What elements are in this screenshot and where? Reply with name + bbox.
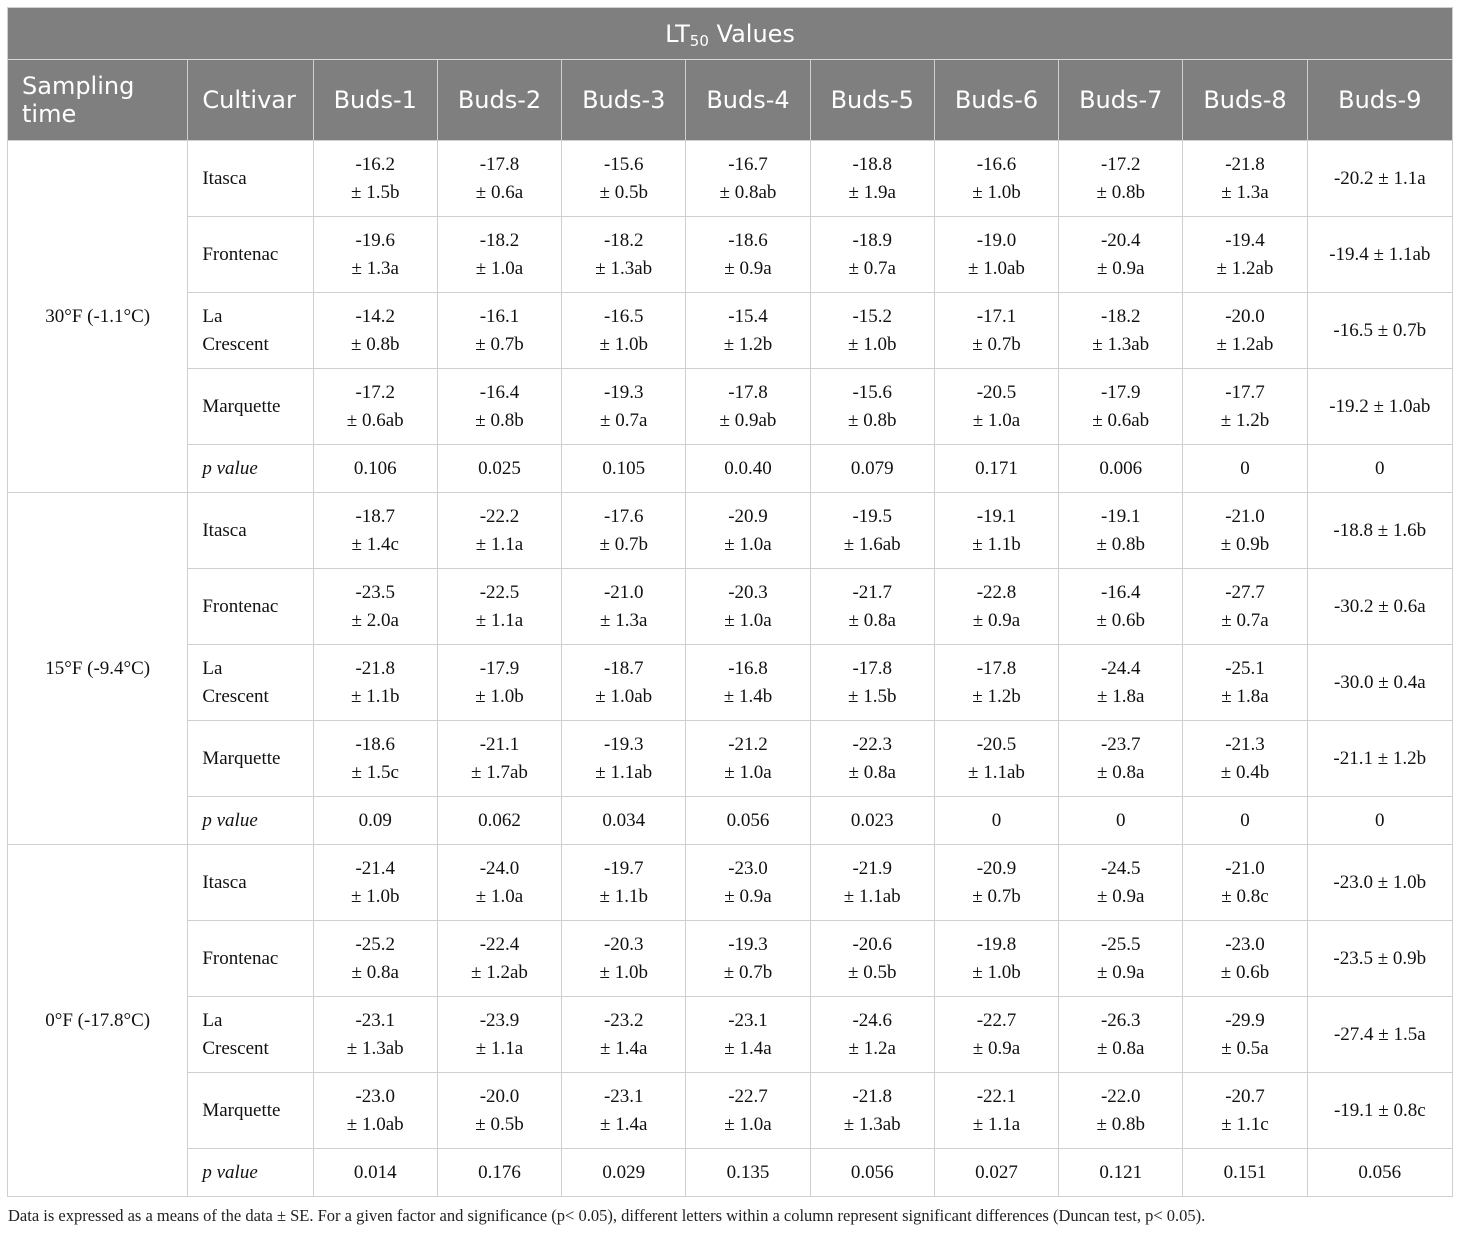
value-cell: -29.9 ± 0.5a [1183, 997, 1307, 1073]
column-header: Buds-6 [934, 60, 1058, 141]
table-row [8, 997, 1453, 1073]
sampling-time-cell: 15°F (-9.4°C) [8, 493, 188, 845]
value-cell: -17.1 ± 0.7b [934, 293, 1058, 369]
value-cell: -19.1 ± 0.8b [1059, 493, 1183, 569]
value-cell: -19.3 ± 0.7b [686, 921, 810, 997]
p-value-cell: 0.151 [1183, 1149, 1307, 1197]
p-value-cell: 0.056 [686, 797, 810, 845]
column-header: Sampling time [8, 60, 188, 141]
value-cell: -23.0 ± 0.6b [1183, 921, 1307, 997]
value-cell: -17.9 ± 0.6ab [1059, 369, 1183, 445]
cultivar-cell: Frontenac [188, 217, 313, 293]
p-value-label: p value [188, 445, 313, 493]
value-cell: -21.0 ± 0.9b [1183, 493, 1307, 569]
value-cell: -22.5 ± 1.1a [437, 569, 561, 645]
value-cell: -21.2 ± 1.0a [686, 721, 810, 797]
value-cell: -17.7 ± 1.2b [1183, 369, 1307, 445]
value-cell: -18.8 ± 1.6b [1307, 493, 1452, 569]
table-row [8, 293, 1453, 369]
value-cell: -21.9 ± 1.1ab [810, 845, 934, 921]
p-value-cell: 0.176 [437, 1149, 561, 1197]
column-header: Buds-2 [437, 60, 561, 141]
lt50-table [7, 7, 1453, 1197]
table-row [8, 721, 1453, 797]
value-cell: -20.0 ± 1.2ab [1183, 293, 1307, 369]
p-value-row [8, 797, 1453, 845]
value-cell: -23.9 ± 1.1a [437, 997, 561, 1073]
value-cell: -23.5 ± 0.9b [1307, 921, 1452, 997]
value-cell: -16.5 ± 1.0b [562, 293, 686, 369]
p-value-cell: 0.171 [934, 445, 1058, 493]
value-cell: -17.8 ± 1.5b [810, 645, 934, 721]
value-cell: -22.4 ± 1.2ab [437, 921, 561, 997]
value-cell: -22.0 ± 0.8b [1059, 1073, 1183, 1149]
table-container [7, 7, 1453, 1197]
table-row [8, 1073, 1453, 1149]
value-cell: -24.6 ± 1.2a [810, 997, 934, 1073]
p-value-cell: 0 [1307, 797, 1452, 845]
table-row [8, 845, 1453, 921]
value-cell: -17.2 ± 0.8b [1059, 141, 1183, 217]
column-header: Buds-4 [686, 60, 810, 141]
sampling-time-cell: 30°F (-1.1°C) [8, 141, 188, 493]
value-cell: -18.8 ± 1.9a [810, 141, 934, 217]
value-cell: -18.6 ± 0.9a [686, 217, 810, 293]
column-header: Buds-3 [562, 60, 686, 141]
p-value-cell: 0 [1059, 797, 1183, 845]
value-cell: -18.2 ± 1.3ab [562, 217, 686, 293]
column-header: Buds-5 [810, 60, 934, 141]
value-cell: -15.6 ± 0.5b [562, 141, 686, 217]
p-value-cell: 0.023 [810, 797, 934, 845]
value-cell: -21.8 ± 1.3ab [810, 1073, 934, 1149]
value-cell: -23.1 ± 1.4a [562, 1073, 686, 1149]
value-cell: -17.8 ± 0.6a [437, 141, 561, 217]
value-cell: -20.3 ± 1.0b [562, 921, 686, 997]
value-cell: -19.4 ± 1.1ab [1307, 217, 1452, 293]
value-cell: -20.5 ± 1.1ab [934, 721, 1058, 797]
value-cell: -19.2 ± 1.0ab [1307, 369, 1452, 445]
p-value-cell: 0.056 [1307, 1149, 1452, 1197]
value-cell: -22.7 ± 1.0a [686, 1073, 810, 1149]
value-cell: -16.4 ± 0.6b [1059, 569, 1183, 645]
value-cell: -23.0 ± 1.0b [1307, 845, 1452, 921]
p-value-cell: 0.014 [313, 1149, 437, 1197]
value-cell: -27.7 ± 0.7a [1183, 569, 1307, 645]
value-cell: -20.7 ± 1.1c [1183, 1073, 1307, 1149]
value-cell: -21.8 ± 1.1b [313, 645, 437, 721]
sampling-time-cell: 0°F (-17.8°C) [8, 845, 188, 1197]
value-cell: -19.7 ± 1.1b [562, 845, 686, 921]
cultivar-cell: Itasca [188, 141, 313, 217]
value-cell: -16.6 ± 1.0b [934, 141, 1058, 217]
table-row [8, 921, 1453, 997]
value-cell: -19.3 ± 1.1ab [562, 721, 686, 797]
value-cell: -21.0 ± 1.3a [562, 569, 686, 645]
cultivar-cell: Marquette [188, 1073, 313, 1149]
value-cell: -19.8 ± 1.0b [934, 921, 1058, 997]
cultivar-cell: Frontenac [188, 569, 313, 645]
value-cell: -20.9 ± 0.7b [934, 845, 1058, 921]
p-value-label: p value [188, 797, 313, 845]
value-cell: -20.6 ± 0.5b [810, 921, 934, 997]
p-value-cell: 0 [1183, 797, 1307, 845]
value-cell: -19.0 ± 1.0ab [934, 217, 1058, 293]
value-cell: -19.6 ± 1.3a [313, 217, 437, 293]
value-cell: -21.0 ± 0.8c [1183, 845, 1307, 921]
value-cell: -17.6 ± 0.7b [562, 493, 686, 569]
value-cell: -17.8 ± 0.9ab [686, 369, 810, 445]
value-cell: -19.4 ± 1.2ab [1183, 217, 1307, 293]
value-cell: -30.0 ± 0.4a [1307, 645, 1452, 721]
value-cell: -16.7 ± 0.8ab [686, 141, 810, 217]
cultivar-cell: La Crescent [188, 293, 313, 369]
p-value-cell: 0 [1307, 445, 1452, 493]
cultivar-cell: Frontenac [188, 921, 313, 997]
table-row [8, 141, 1453, 217]
value-cell: -23.5 ± 2.0a [313, 569, 437, 645]
value-cell: -20.9 ± 1.0a [686, 493, 810, 569]
value-cell: -23.1 ± 1.4a [686, 997, 810, 1073]
value-cell: -23.0 ± 1.0ab [313, 1073, 437, 1149]
value-cell: -16.1 ± 0.7b [437, 293, 561, 369]
table-row [8, 217, 1453, 293]
value-cell: -17.2 ± 0.6ab [313, 369, 437, 445]
header-row [8, 60, 1453, 141]
value-cell: -14.2 ± 0.8b [313, 293, 437, 369]
value-cell: -18.2 ± 1.3ab [1059, 293, 1183, 369]
p-value-cell: 0.006 [1059, 445, 1183, 493]
p-value-cell: 0.025 [437, 445, 561, 493]
value-cell: -19.5 ± 1.6ab [810, 493, 934, 569]
value-cell: -15.6 ± 0.8b [810, 369, 934, 445]
table-row [8, 369, 1453, 445]
value-cell: -23.1 ± 1.3ab [313, 997, 437, 1073]
p-value-cell: 0.034 [562, 797, 686, 845]
value-cell: -21.1 ± 1.7ab [437, 721, 561, 797]
column-header: Buds-7 [1059, 60, 1183, 141]
value-cell: -21.4 ± 1.0b [313, 845, 437, 921]
value-cell: -18.7 ± 1.4c [313, 493, 437, 569]
value-cell: -27.4 ± 1.5a [1307, 997, 1452, 1073]
value-cell: -22.1 ± 1.1a [934, 1073, 1058, 1149]
value-cell: -16.5 ± 0.7b [1307, 293, 1452, 369]
value-cell: -23.7 ± 0.8a [1059, 721, 1183, 797]
cultivar-cell: Itasca [188, 493, 313, 569]
p-value-label: p value [188, 1149, 313, 1197]
value-cell: -22.2 ± 1.1a [437, 493, 561, 569]
p-value-cell: 0.027 [934, 1149, 1058, 1197]
value-cell: -22.7 ± 0.9a [934, 997, 1058, 1073]
value-cell: -24.5 ± 0.9a [1059, 845, 1183, 921]
column-header: Cultivar [188, 60, 313, 141]
value-cell: -16.4 ± 0.8b [437, 369, 561, 445]
table-title: $LT_{50}$ Values [8, 8, 1453, 60]
value-cell: -25.1 ± 1.8a [1183, 645, 1307, 721]
value-cell: -24.4 ± 1.8a [1059, 645, 1183, 721]
value-cell: -18.6 ± 1.5c [313, 721, 437, 797]
p-value-cell: 0.106 [313, 445, 437, 493]
value-cell: -15.4 ± 1.2b [686, 293, 810, 369]
value-cell: -26.3 ± 0.8a [1059, 997, 1183, 1073]
value-cell: -16.8 ± 1.4b [686, 645, 810, 721]
value-cell: -18.9 ± 0.7a [810, 217, 934, 293]
value-cell: -22.8 ± 0.9a [934, 569, 1058, 645]
value-cell: -19.3 ± 0.7a [562, 369, 686, 445]
table-row [8, 645, 1453, 721]
value-cell: -16.2 ± 1.5b [313, 141, 437, 217]
value-cell: -23.0 ± 0.9a [686, 845, 810, 921]
value-cell: -30.2 ± 0.6a [1307, 569, 1452, 645]
value-cell: -21.8 ± 1.3a [1183, 141, 1307, 217]
cultivar-cell: Marquette [188, 721, 313, 797]
p-value-cell: 0.0.40 [686, 445, 810, 493]
value-cell: -19.1 ± 1.1b [934, 493, 1058, 569]
value-cell: -22.3 ± 0.8a [810, 721, 934, 797]
p-value-cell: 0.079 [810, 445, 934, 493]
column-header: Buds-1 [313, 60, 437, 141]
column-header: Buds-8 [1183, 60, 1307, 141]
p-value-cell: 0.029 [562, 1149, 686, 1197]
value-cell: -21.1 ± 1.2b [1307, 721, 1452, 797]
value-cell: -20.0 ± 0.5b [437, 1073, 561, 1149]
p-value-cell: 0.135 [686, 1149, 810, 1197]
p-value-cell: 0 [934, 797, 1058, 845]
value-cell: -23.2 ± 1.4a [562, 997, 686, 1073]
value-cell: -17.9 ± 1.0b [437, 645, 561, 721]
value-cell: -15.2 ± 1.0b [810, 293, 934, 369]
p-value-cell: 0.105 [562, 445, 686, 493]
table-row [8, 569, 1453, 645]
table-row [8, 493, 1453, 569]
value-cell: -20.4 ± 0.9a [1059, 217, 1183, 293]
cultivar-cell: Itasca [188, 845, 313, 921]
p-value-cell: 0.056 [810, 1149, 934, 1197]
value-cell: -18.2 ± 1.0a [437, 217, 561, 293]
p-value-cell: 0.121 [1059, 1149, 1183, 1197]
value-cell: -21.7 ± 0.8a [810, 569, 934, 645]
p-value-cell: 0 [1183, 445, 1307, 493]
p-value-row [8, 1149, 1453, 1197]
value-cell: -17.8 ± 1.2b [934, 645, 1058, 721]
table-body [8, 141, 1453, 1197]
value-cell: -25.2 ± 0.8a [313, 921, 437, 997]
p-value-row [8, 445, 1453, 493]
cultivar-cell: La Crescent [188, 645, 313, 721]
p-value-cell: 0.062 [437, 797, 561, 845]
value-cell: -20.2 ± 1.1a [1307, 141, 1452, 217]
column-header: Buds-9 [1307, 60, 1452, 141]
value-cell: -20.5 ± 1.0a [934, 369, 1058, 445]
value-cell: -21.3 ± 0.4b [1183, 721, 1307, 797]
cultivar-cell: La Crescent [188, 997, 313, 1073]
value-cell: -20.3 ± 1.0a [686, 569, 810, 645]
table-footnote: Data is expressed as a means of the data ± SE. For a given factor and significance (p< 0.05), different letters within a column represent significant differences (Duncan test, p< 0.05). [8, 1206, 1206, 1225]
value-cell: -25.5 ± 0.9a [1059, 921, 1183, 997]
value-cell: -19.1 ± 0.8c [1307, 1073, 1452, 1149]
value-cell: -24.0 ± 1.0a [437, 845, 561, 921]
p-value-cell: 0.09 [313, 797, 437, 845]
cultivar-cell: Marquette [188, 369, 313, 445]
value-cell: -18.7 ± 1.0ab [562, 645, 686, 721]
